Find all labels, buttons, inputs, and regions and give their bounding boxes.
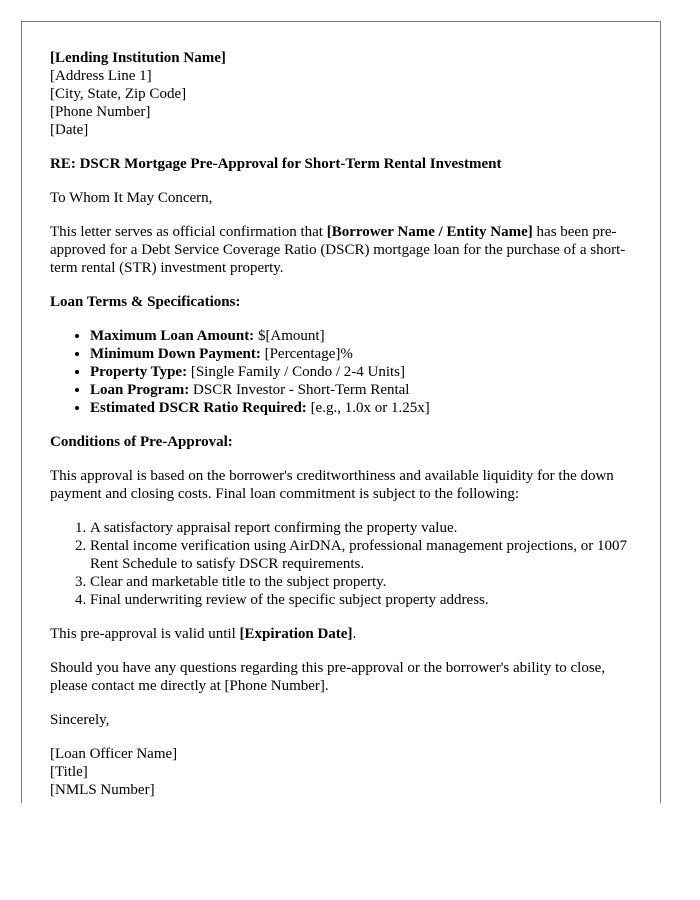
letterhead: [50, 49, 640, 139]
term-label: Estimated DSCR Ratio Required:: [90, 400, 307, 416]
letter-body: [50, 49, 640, 799]
loan-officer-name: [Loan Officer Name]: [50, 746, 178, 762]
loan-officer-title: [Title]: [50, 764, 88, 780]
salutation: To Whom It May Concern,: [50, 190, 213, 206]
term-value: DSCR Investor - Short-Term Rental: [189, 382, 410, 398]
validity-paragraph: [50, 625, 640, 643]
list-item: 3. Clear and marketable title to the subject property.: [90, 573, 640, 591]
intro-paragraph: [50, 223, 640, 277]
list-item: [90, 327, 640, 345]
signature-block: [50, 745, 640, 799]
borrower-name: [Borrower Name / Entity Name]: [326, 224, 533, 240]
loan-terms-heading: Loan Terms & Specifications:: [50, 294, 241, 310]
phone-number: [Phone Number]: [50, 104, 151, 120]
list-item: [90, 363, 640, 381]
conditions-heading: Conditions of Pre-Approval:: [50, 434, 233, 450]
city-state-zip: [City, State, Zip Code]: [50, 86, 187, 102]
term-label: Maximum Loan Amount:: [90, 328, 255, 344]
address-line-1: [Address Line 1]: [50, 68, 152, 84]
term-value: [e.g., 1.0x or 1.25x]: [306, 400, 430, 416]
list-item: 2. Rental income verification using AirDNA, professional management projections, or 1007 Rent Schedule to satisfy DSCR requirements.: [90, 537, 640, 573]
list-item: [90, 399, 640, 417]
term-label: Property Type:: [90, 364, 188, 380]
term-value: [Percentage]%: [260, 346, 353, 362]
subject-line: RE: DSCR Mortgage Pre-Approval for Short-Term Rental Investment: [50, 156, 502, 172]
validity-text-before: This pre-approval is valid until: [50, 626, 240, 642]
conditions-intro: This approval is based on the borrower's creditworthiness and available liquidity for the down payment and closing costs. Final loan commitment is subject to the following:: [50, 468, 614, 502]
closing: Sincerely,: [50, 712, 110, 728]
term-value: [Single Family / Condo / 2-4 Units]: [187, 364, 405, 380]
letter-date: [Date]: [50, 122, 89, 138]
loan-terms-list: [50, 327, 640, 417]
term-label: Loan Program:: [90, 382, 190, 398]
conditions-list: [50, 519, 640, 609]
term-value: $[Amount]: [254, 328, 325, 344]
intro-text-before: This letter serves as official confirmation that: [50, 224, 327, 240]
term-label: Minimum Down Payment:: [90, 346, 261, 362]
list-item: [90, 381, 640, 399]
list-item: 4. Final underwriting review of the specific subject property address.: [90, 591, 640, 609]
list-item: [90, 345, 640, 363]
contact-paragraph: Should you have any questions regarding this pre-approval or the borrower's ability to close, please contact me directly at [Phone Number].: [50, 660, 606, 694]
list-item: 1. A satisfactory appraisal report confirming the property value.: [90, 519, 640, 537]
nmls-number: [NMLS Number]: [50, 782, 155, 798]
intro-text-after: has been pre-approved for a Debt Service Coverage Ratio (DSCR) mortgage loan for the purchase of a short-term rental (STR) investment property.: [50, 224, 626, 276]
validity-text-after: .: [352, 626, 357, 642]
institution-name: [Lending Institution Name]: [50, 50, 226, 66]
expiration-date: [Expiration Date]: [239, 626, 353, 642]
letter-page: [21, 21, 661, 803]
